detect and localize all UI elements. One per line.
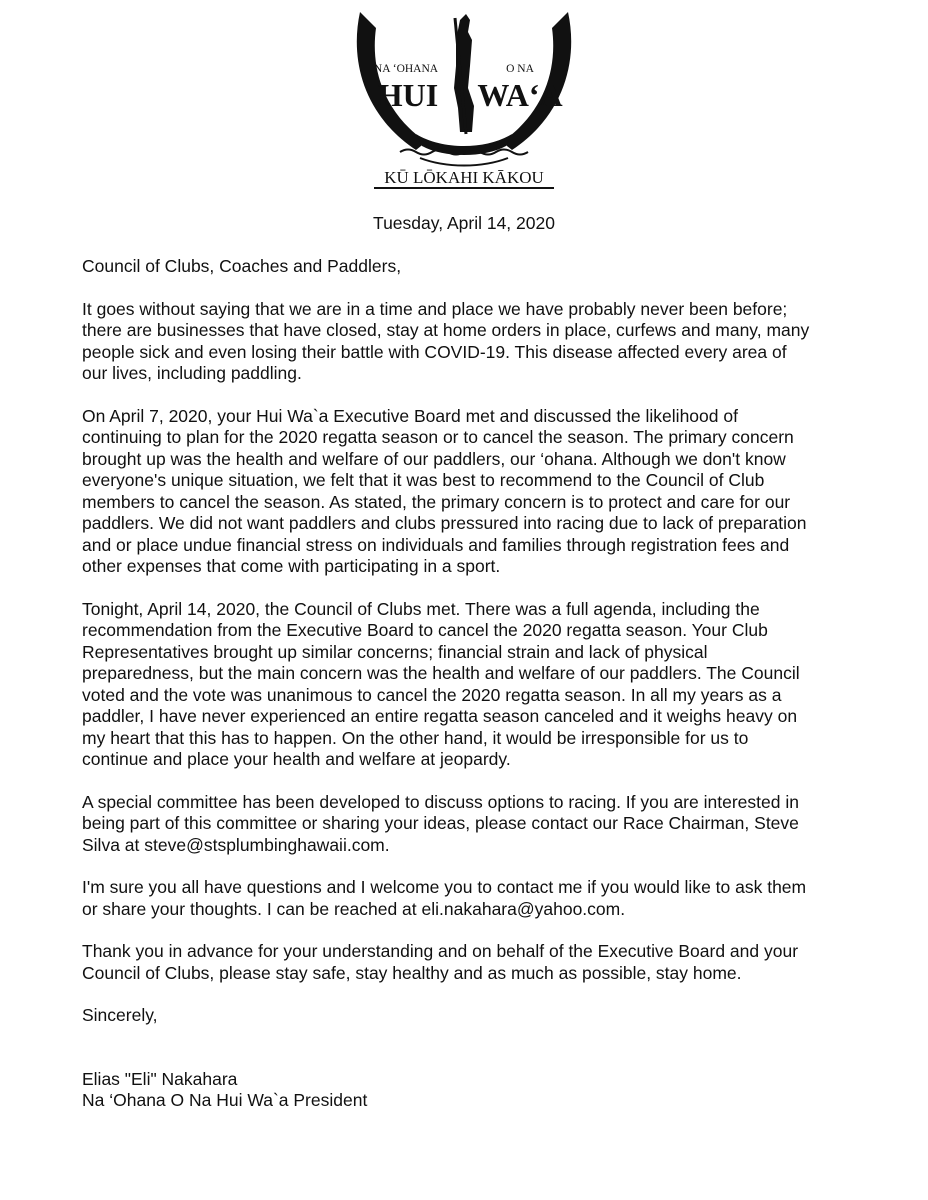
- logo-text-waa: WAʻA: [477, 77, 563, 113]
- paragraph-special-committee: A special committee has been developed to discuss options to racing. If you are interested in being part of this committee or sharing your ideas, please contact our Race Chairman, Steve Silva at steve@stsplumbinghawaii.com.: [82, 791, 799, 855]
- letterhead-logo: [356, 10, 572, 194]
- closing: Sincerely,: [82, 1005, 158, 1025]
- paragraph-contact: I'm sure you all have questions and I welcome you to contact me if you would like to ask them or share your thoughts. I can be reached at eli.nakahara@yahoo.com.: [82, 877, 807, 919]
- paragraph-thanks: Thank you in advance for your understanding and on behalf of the Executive Board and your Council of Clubs, please stay safe, stay healthy and as much as possible, stay home.: [82, 941, 799, 983]
- paragraph-covid-context: It goes without saying that we are in a time and place we have probably never been before; there are businesses that have closed, stay at home orders in place, curfews and many, many people sick and even losing their battle with COVID-19. This disease affected every area of our lives, including paddling.: [82, 298, 810, 383]
- paragraph-executive-board: On April 7, 2020, your Hui Wa`a Executive Board met and discussed the likelihood of continuing to plan for the 2020 regatta season or to cancel the season. The primary concern brought up was the health and welfare of our paddlers, our ‘ohana. Although we don't know everyone's unique situation, we felt that it was best to recommend to the Council of Club members to cancel the season. As stated, the primary concern is to protect and care for our paddlers. We did not want paddlers and clubs pressured into racing due to lack of preparation and or place undue financial stress on individuals and families through registration fees and other expenses that come with participating in a sport.: [82, 405, 807, 576]
- paragraph-council-vote: Tonight, April 14, 2020, the Council of Clubs met. There was a full agenda, including the recommendation from the Executive Board to cancel the 2020 regatta season. Your Club Representatives brought up similar concerns; financial strain and lack of physical preparedness, but the main concern was the health and welfare of our paddlers. The Council voted and the vote was unanimous to cancel the 2020 regatta season. In all my years as a paddler, I have never experienced an entire regatta season canceled and it weighs heavy on my heart that this has to happen. On the other hand, it would be irresponsible for us to continue and place your health and welfare at jeopardy.: [82, 598, 800, 769]
- letter-date: Tuesday, April 14, 2020: [373, 213, 555, 233]
- letter-body: [82, 256, 852, 1112]
- logo-text-hui: HUI: [377, 77, 439, 113]
- signer-name: Elias "Eli" Nakahara: [82, 1068, 238, 1089]
- logo-text-na-ohana: NA ʻOHANA: [373, 63, 439, 75]
- signer-title: Na ‘Ohana O Na Hui Wa`a President: [82, 1090, 368, 1110]
- logo-text-o-na: O NA: [506, 63, 534, 75]
- logo-motto: KŪ LŌKAHI KĀKOU: [384, 168, 544, 187]
- salutation: Council of Clubs, Coaches and Paddlers,: [82, 256, 402, 276]
